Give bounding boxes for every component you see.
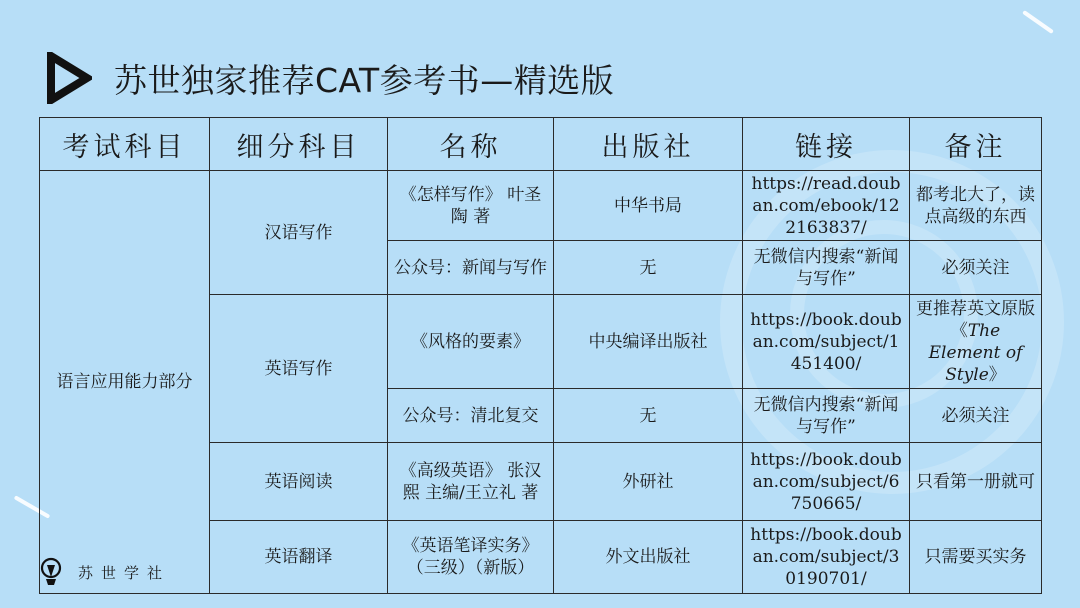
brand-name: 苏世学社	[78, 563, 171, 582]
publisher-cell: 外文出版社	[554, 521, 743, 594]
header-sub-subject: 细分科目	[210, 118, 388, 171]
header-name: 名称	[388, 118, 554, 171]
subcategory-cell: 英语翻译	[210, 521, 388, 594]
table-row	[40, 171, 1042, 241]
play-triangle-icon	[46, 52, 92, 104]
table-header-row	[40, 118, 1042, 171]
link-cell[interactable]: https://book.douban.com/subject/30190701/	[743, 521, 910, 594]
header-publisher: 出版社	[554, 118, 743, 171]
publisher-cell: 中央编译出版社	[554, 295, 743, 389]
brand-logo	[38, 557, 170, 587]
link-cell[interactable]: https://book.douban.com/subject/1451400/	[743, 295, 910, 389]
background-stroke-decoration	[1022, 10, 1054, 34]
link-cell: 无微信内搜索“新闻与写作”	[743, 389, 910, 443]
subcategory-cell: 英语阅读	[210, 443, 388, 521]
header-exam-subject: 考试科目	[40, 118, 210, 171]
book-name-cell: 公众号：清北复交	[388, 389, 554, 443]
subcategory-cell: 英语写作	[210, 295, 388, 443]
book-name-cell: 《高级英语》 张汉熙 主编/王立礼 著	[388, 443, 554, 521]
book-name-cell: 《怎样写作》 叶圣陶 著	[388, 171, 554, 241]
note-cell: 必须关注	[910, 241, 1042, 295]
publisher-cell: 外研社	[554, 443, 743, 521]
link-cell: 无微信内搜索“新闻与写作”	[743, 241, 910, 295]
book-name-cell: 《英语笔译实务》（三级）（新版）	[388, 521, 554, 594]
publisher-cell: 无	[554, 389, 743, 443]
book-name-cell: 公众号：新闻与写作	[388, 241, 554, 295]
link-cell[interactable]: https://read.douban.com/ebook/122163837/	[743, 171, 910, 241]
subcategory-cell: 汉语写作	[210, 171, 388, 295]
note-cell: 只需要买实务	[910, 521, 1042, 594]
note-cell: 都考北大了，读点高级的东西	[910, 171, 1042, 241]
note-cell	[910, 295, 1042, 389]
header-link: 链接	[743, 118, 910, 171]
header-note: 备注	[910, 118, 1042, 171]
book-name-cell: 《风格的要素》	[388, 295, 554, 389]
note-italic-title: The Element of Style	[928, 320, 1023, 385]
publisher-cell: 无	[554, 241, 743, 295]
note-cell: 只看第一册就可	[910, 443, 1042, 521]
pen-nib-icon	[38, 557, 64, 587]
page-title: 苏世独家推荐CAT参考书—精选版	[114, 60, 615, 100]
category-cell: 语言应用能力部分	[40, 171, 210, 594]
title-bar	[46, 48, 614, 108]
link-cell[interactable]: https://book.douban.com/subject/6750665/	[743, 443, 910, 521]
book-table	[39, 117, 1042, 594]
publisher-cell: 中华书局	[554, 171, 743, 241]
note-suffix: 》	[988, 364, 1006, 385]
note-cell: 必须关注	[910, 389, 1042, 443]
note-prefix: 更推荐英文原版《	[916, 298, 1035, 341]
